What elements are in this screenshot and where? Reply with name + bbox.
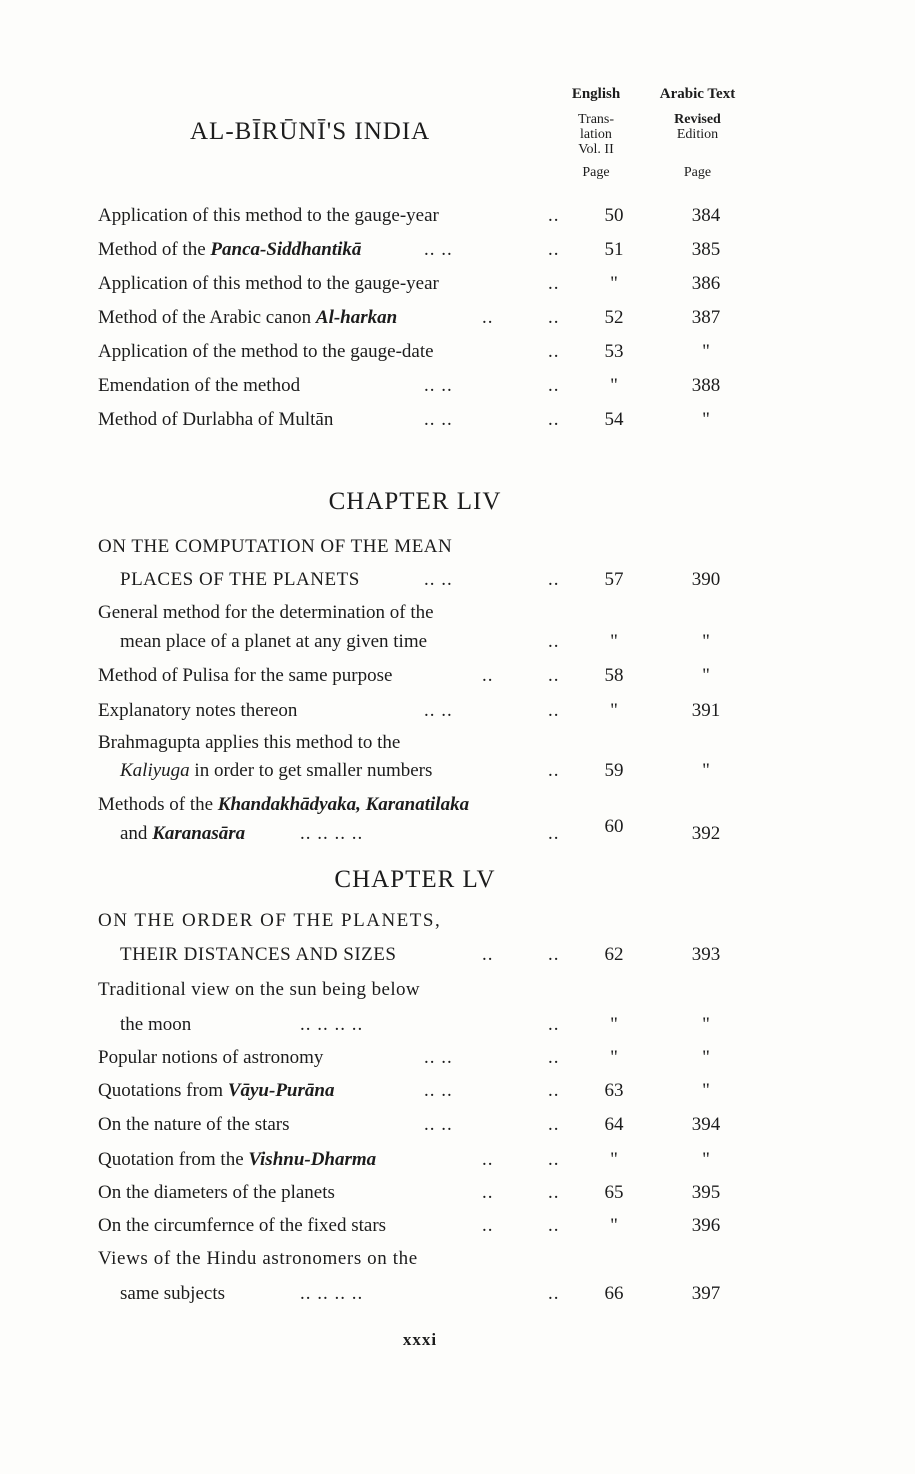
leader-dots: .. xyxy=(548,239,560,260)
arabic-page-number: " xyxy=(702,1149,710,1170)
entry-title: Quotation from the Vishnu-Dharma xyxy=(98,1149,377,1170)
arabic-page-number: " xyxy=(702,760,710,781)
leader-dots: .. .. .. .. xyxy=(300,823,364,844)
arabic-page-number: " xyxy=(702,409,710,430)
leader-dots: .. .. xyxy=(424,409,453,430)
leader-dots: .. .. xyxy=(424,1080,453,1101)
english-page-number: " xyxy=(610,1149,618,1170)
entry-title: On the circumfernce of the fixed stars xyxy=(98,1215,387,1236)
toc-entry xyxy=(0,307,915,337)
leader-dots: .. xyxy=(482,307,494,328)
toc-entry xyxy=(0,816,915,853)
column-header-english-sub2: lation xyxy=(580,127,612,142)
leader-dots: .. xyxy=(548,569,560,590)
english-page-number: 60 xyxy=(604,816,624,837)
toc-entry xyxy=(0,1014,915,1044)
entry-title: Views of the Hindu astronomers on the xyxy=(98,1248,418,1269)
column-header-arabic-title: Arabic Text xyxy=(659,86,736,102)
english-page-number: 58 xyxy=(604,665,624,686)
arabic-page-number: " xyxy=(702,631,710,652)
toc-entry xyxy=(0,760,915,790)
entry-title: Method of the Arabic canon Al-harkan xyxy=(98,307,398,328)
leader-dots: .. .. .. .. xyxy=(300,1014,364,1035)
english-page-number: 53 xyxy=(604,341,624,362)
leader-dots: .. xyxy=(548,1080,560,1101)
arabic-page-number: " xyxy=(702,341,710,362)
leader-dots: .. xyxy=(548,375,560,396)
leader-dots: .. xyxy=(482,665,494,686)
english-page-number: " xyxy=(610,631,618,652)
english-page-number: 66 xyxy=(604,1283,624,1304)
arabic-page-number: 384 xyxy=(691,205,721,226)
chapter-heading: CHAPTER LIV xyxy=(328,488,502,515)
toc-entry xyxy=(0,1182,915,1212)
entry-title: Explanatory notes thereon xyxy=(98,700,298,721)
entry-title: Method of the Panca-Siddhantikā xyxy=(98,239,362,260)
entry-title: THEIR DISTANCES AND SIZES xyxy=(120,944,397,965)
leader-dots: .. xyxy=(548,1283,560,1304)
toc-entry-line xyxy=(0,732,915,762)
leader-dots: .. xyxy=(548,1114,560,1135)
toc-entry xyxy=(0,1114,915,1144)
entry-title: Emendation of the method xyxy=(98,375,301,396)
toc-entry xyxy=(0,239,915,269)
leader-dots: .. .. .. .. xyxy=(300,1283,364,1304)
arabic-page-number: " xyxy=(702,665,710,686)
english-page-number: " xyxy=(610,1215,618,1236)
english-page-number: 65 xyxy=(604,1182,624,1203)
column-header-english-page: Page xyxy=(582,165,610,180)
leader-dots: .. xyxy=(548,665,560,686)
arabic-page-number: 390 xyxy=(691,569,721,590)
column-header-english-sub1: Trans- xyxy=(577,112,615,127)
leader-dots: .. xyxy=(548,700,560,721)
column-header-arabic xyxy=(640,87,755,180)
entry-title: Kaliyuga in order to get smaller numbers xyxy=(120,760,433,781)
leader-dots: .. xyxy=(548,944,560,965)
arabic-page-number: 391 xyxy=(691,700,721,721)
entry-title: ON THE COMPUTATION OF THE MEAN xyxy=(98,536,453,557)
leader-dots: .. xyxy=(548,631,560,652)
toc-entry-line xyxy=(0,979,915,1009)
leader-dots: .. xyxy=(548,1149,560,1170)
entry-title: Application of this method to the gauge-year xyxy=(98,273,439,294)
toc-entry xyxy=(0,341,915,371)
leader-dots: .. .. xyxy=(424,569,453,590)
entry-title: Quotations from Vāyu-Purāna xyxy=(98,1080,335,1101)
leader-dots: .. xyxy=(548,1182,560,1203)
toc-entry-line xyxy=(0,602,915,632)
entry-title: Popular notions of astronomy xyxy=(98,1047,324,1068)
entry-title: PLACES OF THE PLANETS xyxy=(120,569,360,590)
english-page-number: " xyxy=(610,1047,618,1068)
english-page-number: 62 xyxy=(604,944,624,965)
column-header-english xyxy=(556,87,636,180)
english-page-number: 57 xyxy=(604,569,624,590)
leader-dots: .. .. xyxy=(424,1047,453,1068)
leader-dots: .. xyxy=(482,1149,494,1170)
leader-dots: .. xyxy=(548,205,560,226)
toc-entry-line xyxy=(0,1248,915,1278)
column-header-arabic-sub1: Revised xyxy=(674,112,721,127)
arabic-page-number: " xyxy=(702,1080,710,1101)
english-page-number: 59 xyxy=(604,760,624,781)
toc-entry xyxy=(0,273,915,303)
entry-title: same subjects xyxy=(120,1283,226,1304)
column-header-arabic-sub2: Edition xyxy=(676,127,719,142)
arabic-page-number: 392 xyxy=(691,823,721,844)
entry-title: Traditional view on the sun being below xyxy=(98,979,421,1000)
toc-entry xyxy=(0,569,915,599)
english-page-number: 51 xyxy=(604,239,624,260)
column-header-english-sub3: Vol. II xyxy=(578,142,614,157)
entry-title: Application of the method to the gauge-date xyxy=(98,341,434,362)
english-page-number: " xyxy=(610,700,618,721)
entry-title: and Karanasāra xyxy=(120,823,246,844)
toc-entry xyxy=(0,1047,915,1077)
english-page-number: " xyxy=(610,273,618,294)
english-page-number: 63 xyxy=(604,1080,624,1101)
entry-title: ON THE ORDER OF THE PLANETS, xyxy=(98,910,442,931)
english-page-number: 50 xyxy=(604,205,624,226)
leader-dots: .. xyxy=(482,1215,494,1236)
entry-title: mean place of a planet at any given time xyxy=(120,631,428,652)
toc-entry xyxy=(0,375,915,405)
arabic-page-number: 394 xyxy=(691,1114,721,1135)
entry-title: On the nature of the stars xyxy=(98,1114,290,1135)
entry-title: Application of this method to the gauge-year xyxy=(98,205,439,226)
chapter-heading: CHAPTER LV xyxy=(334,866,496,893)
arabic-page-number: 393 xyxy=(691,944,721,965)
english-page-number: 54 xyxy=(604,409,624,430)
leader-dots: .. xyxy=(548,341,560,362)
entry-title: General method for the determination of the xyxy=(98,602,434,623)
entry-title: On the diameters of the planets xyxy=(98,1182,335,1203)
arabic-page-number: 396 xyxy=(691,1215,721,1236)
leader-dots: .. xyxy=(548,307,560,328)
running-title: AL-BĪRŪNĪ'S INDIA xyxy=(190,118,431,145)
entry-title: Method of Pulisa for the same purpose xyxy=(98,665,393,686)
leader-dots: .. xyxy=(548,1047,560,1068)
leader-dots: .. xyxy=(548,273,560,294)
arabic-page-number: 397 xyxy=(691,1283,721,1304)
arabic-page-number: 385 xyxy=(691,239,721,260)
entry-title: Methods of the Khandakhādyaka, Karanatilaka xyxy=(98,794,470,815)
leader-dots: .. xyxy=(548,1014,560,1035)
leader-dots: .. xyxy=(548,760,560,781)
page-folio: xxxi xyxy=(402,1330,438,1349)
arabic-page-number: 388 xyxy=(691,375,721,396)
toc-entry xyxy=(0,1283,915,1313)
toc-entry xyxy=(0,1080,915,1110)
toc-entry xyxy=(0,1149,915,1179)
toc-entry xyxy=(0,1215,915,1245)
toc-entry xyxy=(0,409,915,439)
leader-dots: .. xyxy=(548,1215,560,1236)
english-page-number: " xyxy=(610,1014,618,1035)
entry-title: Brahmagupta applies this method to the xyxy=(98,732,401,753)
entry-title: Method of Durlabha of Multān xyxy=(98,409,334,430)
entry-title: the moon xyxy=(120,1014,192,1035)
english-page-number: " xyxy=(610,375,618,396)
toc-entry xyxy=(0,944,915,974)
arabic-page-number: " xyxy=(702,1047,710,1068)
leader-dots: .. .. xyxy=(424,239,453,260)
arabic-page-number: 387 xyxy=(691,307,721,328)
toc-entry-line xyxy=(0,910,915,940)
column-header-arabic-page: Page xyxy=(683,165,712,180)
arabic-page-number: 386 xyxy=(691,273,721,294)
leader-dots: .. xyxy=(548,823,560,844)
arabic-page-number: 395 xyxy=(691,1182,721,1203)
toc-entry xyxy=(0,665,915,695)
leader-dots: .. .. xyxy=(424,1114,453,1135)
toc-entry xyxy=(0,700,915,730)
arabic-page-number: " xyxy=(702,1014,710,1035)
toc-entry-line xyxy=(0,794,915,824)
toc-entry xyxy=(0,631,915,661)
toc-entry-line xyxy=(0,536,915,566)
leader-dots: .. .. xyxy=(424,700,453,721)
leader-dots: .. xyxy=(482,944,494,965)
toc-entry xyxy=(0,205,915,235)
column-header-english-title: English xyxy=(571,86,621,102)
english-page-number: 64 xyxy=(604,1114,624,1135)
english-page-number: 52 xyxy=(604,307,624,328)
leader-dots: .. .. xyxy=(424,375,453,396)
leader-dots: .. xyxy=(548,409,560,430)
leader-dots: .. xyxy=(482,1182,494,1203)
